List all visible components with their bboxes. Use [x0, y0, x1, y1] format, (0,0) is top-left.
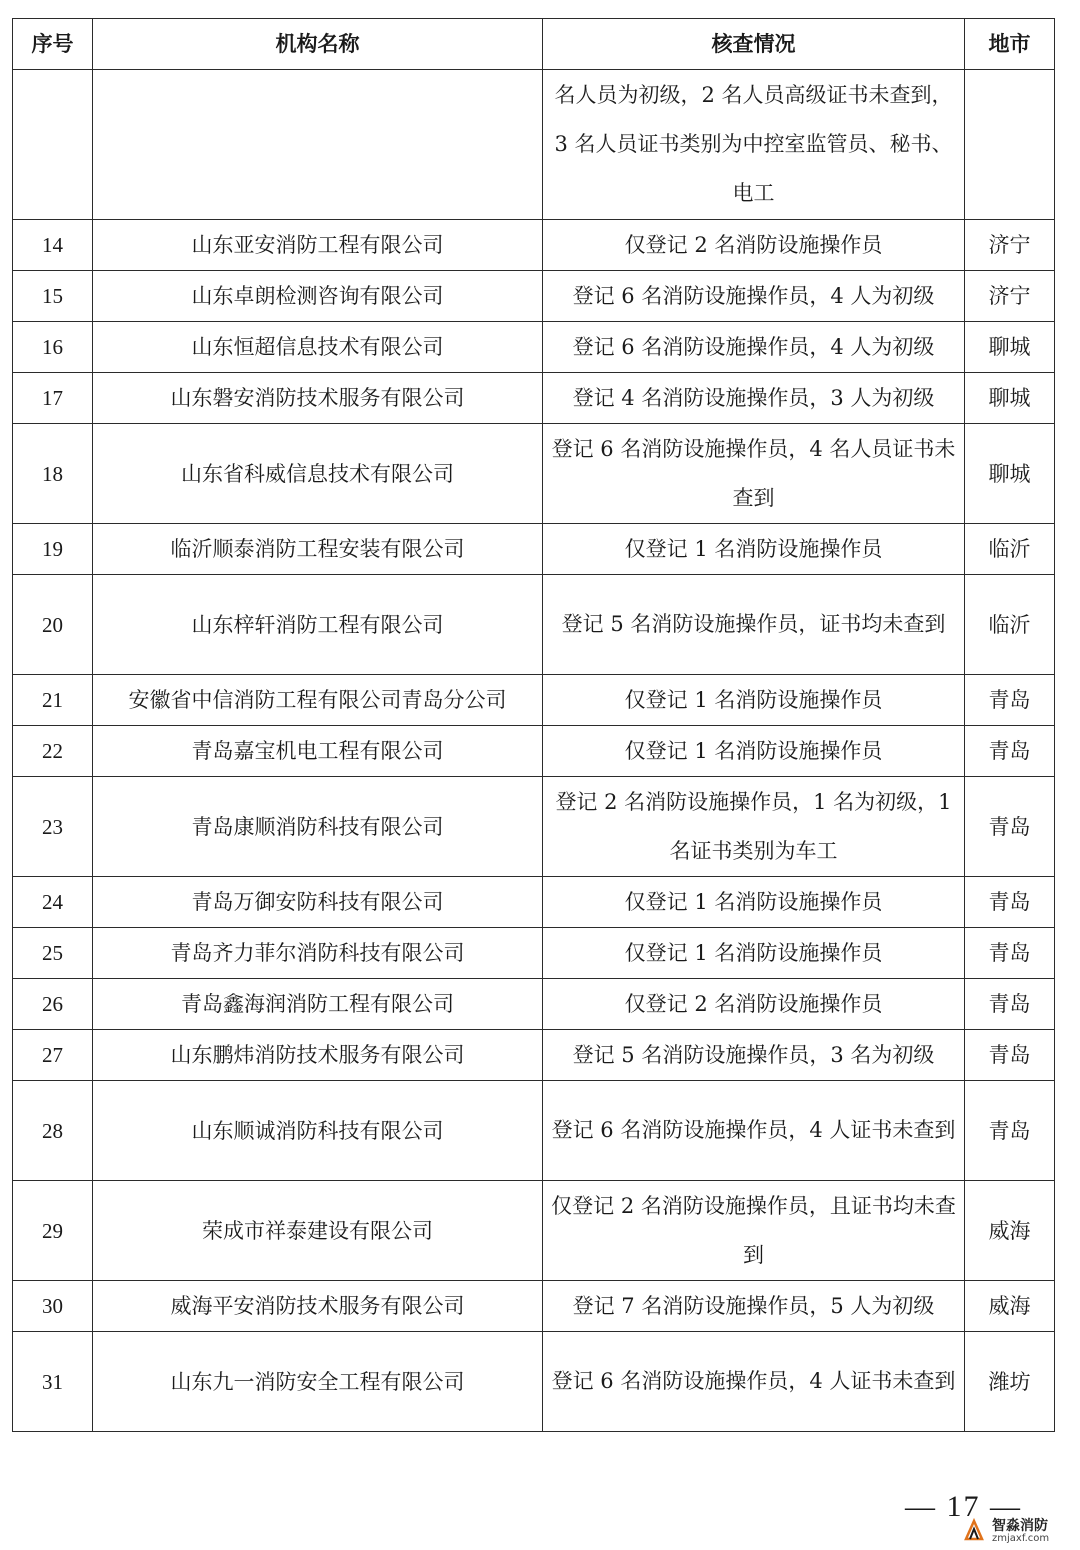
cell-city: 聊城: [965, 373, 1055, 424]
table-header-row: [13, 19, 1055, 70]
watermark: [960, 1515, 1070, 1547]
header-city: 地市: [965, 19, 1055, 70]
fire-logo-icon: [960, 1517, 988, 1545]
cell-org: 青岛康顺消防科技有限公司: [93, 777, 543, 877]
cell-check: 登记 6 名消防设施操作员，4 人为初级: [543, 271, 965, 322]
cell-city: 青岛: [965, 877, 1055, 928]
cell-check: 仅登记 2 名消防设施操作员，且证书均未查到: [543, 1181, 965, 1281]
table-row: [13, 979, 1055, 1030]
cell-num: 23: [13, 777, 93, 877]
cell-check: 仅登记 1 名消防设施操作员: [543, 524, 965, 575]
table-row: [13, 1081, 1055, 1181]
cell-city: 青岛: [965, 1081, 1055, 1181]
cell-org: 山东省科威信息技术有限公司: [93, 424, 543, 524]
table-row: [13, 524, 1055, 575]
table-row: [13, 1030, 1055, 1081]
cell-org: 青岛嘉宝机电工程有限公司: [93, 726, 543, 777]
cell-check: 仅登记 2 名消防设施操作员: [543, 979, 965, 1030]
cell-org: 青岛万御安防科技有限公司: [93, 877, 543, 928]
cell-num: 30: [13, 1281, 93, 1332]
cell-city: 青岛: [965, 777, 1055, 877]
cell-check: 登记 7 名消防设施操作员，5 人为初级: [543, 1281, 965, 1332]
cell-check: 登记 5 名消防设施操作员，3 名为初级: [543, 1030, 965, 1081]
cell-check: 登记 4 名消防设施操作员，3 人为初级: [543, 373, 965, 424]
cell-num: 14: [13, 220, 93, 271]
cell-num: 15: [13, 271, 93, 322]
cell-check: 仅登记 2 名消防设施操作员: [543, 220, 965, 271]
watermark-url: zmjaxf.com: [992, 1533, 1050, 1544]
table-row: [13, 575, 1055, 675]
cell-city: 聊城: [965, 322, 1055, 373]
cell-city: 青岛: [965, 979, 1055, 1030]
cell-city: 济宁: [965, 220, 1055, 271]
cell-num: 26: [13, 979, 93, 1030]
table-row: [13, 1332, 1055, 1432]
table-row: [13, 322, 1055, 373]
cell-org: 青岛齐力菲尔消防科技有限公司: [93, 928, 543, 979]
cell-num: 21: [13, 675, 93, 726]
table-row: [13, 271, 1055, 322]
cell-org: 山东鹏炜消防技术服务有限公司: [93, 1030, 543, 1081]
page-number: — 17 —: [905, 1490, 1022, 1523]
header-check-result: 核查情况: [543, 19, 965, 70]
cell-num: 24: [13, 877, 93, 928]
cell-org: 荣成市祥泰建设有限公司: [93, 1181, 543, 1281]
cell-org: 山东顺诚消防科技有限公司: [93, 1081, 543, 1181]
table-row: [13, 777, 1055, 877]
cell-org: 山东九一消防安全工程有限公司: [93, 1332, 543, 1432]
cell-check: 仅登记 1 名消防设施操作员: [543, 928, 965, 979]
cell-check: 仅登记 1 名消防设施操作员: [543, 726, 965, 777]
cell-check: 登记 6 名消防设施操作员，4 人证书未查到: [543, 1332, 965, 1432]
cell-num: 25: [13, 928, 93, 979]
cell-check: 登记 6 名消防设施操作员，4 名人员证书未查到: [543, 424, 965, 524]
cell-city: 青岛: [965, 928, 1055, 979]
cell-check: 登记 2 名消防设施操作员，1 名为初级，1 名证书类别为车工: [543, 777, 965, 877]
cell-org: 山东恒超信息技术有限公司: [93, 322, 543, 373]
table-row: [13, 928, 1055, 979]
table-row: [13, 877, 1055, 928]
cell-num: 27: [13, 1030, 93, 1081]
table-row: [13, 220, 1055, 271]
cell-city: 潍坊: [965, 1332, 1055, 1432]
cell-check: 仅登记 1 名消防设施操作员: [543, 675, 965, 726]
cell-org: 山东梓轩消防工程有限公司: [93, 575, 543, 675]
cell-city: 济宁: [965, 271, 1055, 322]
cell-check: 登记 6 名消防设施操作员，4 人为初级: [543, 322, 965, 373]
cell-city: 临沂: [965, 524, 1055, 575]
header-org-name: 机构名称: [93, 19, 543, 70]
cell-check: 仅登记 1 名消防设施操作员: [543, 877, 965, 928]
cell-org: 威海平安消防技术服务有限公司: [93, 1281, 543, 1332]
cell-check: 登记 5 名消防设施操作员，证书均未查到: [543, 575, 965, 675]
cell-org: 山东卓朗检测咨询有限公司: [93, 271, 543, 322]
cell-num: [13, 70, 93, 220]
table-row: [13, 1281, 1055, 1332]
cell-org: 青岛鑫海润消防工程有限公司: [93, 979, 543, 1030]
cell-org: [93, 70, 543, 220]
table-row-continuation: [13, 70, 1055, 220]
cell-num: 20: [13, 575, 93, 675]
cell-num: 19: [13, 524, 93, 575]
cell-check: 名人员为初级，2 名人员高级证书未查到，3 名人员证书类别为中控室监管员、秘书、电工: [543, 70, 965, 220]
cell-org: 安徽省中信消防工程有限公司青岛分公司: [93, 675, 543, 726]
table-row: [13, 1181, 1055, 1281]
cell-city: 威海: [965, 1281, 1055, 1332]
cell-num: 29: [13, 1181, 93, 1281]
cell-city: [965, 70, 1055, 220]
table-row: [13, 675, 1055, 726]
cell-org: 临沂顺泰消防工程安装有限公司: [93, 524, 543, 575]
cell-city: 威海: [965, 1181, 1055, 1281]
cell-check: 登记 6 名消防设施操作员，4 人证书未查到: [543, 1081, 965, 1181]
inspection-table: [12, 18, 1055, 1432]
cell-city: 青岛: [965, 726, 1055, 777]
header-serial: 序号: [13, 19, 93, 70]
cell-city: 聊城: [965, 424, 1055, 524]
cell-city: 青岛: [965, 1030, 1055, 1081]
cell-city: 青岛: [965, 675, 1055, 726]
cell-city: 临沂: [965, 575, 1055, 675]
cell-org: 山东磐安消防技术服务有限公司: [93, 373, 543, 424]
cell-num: 22: [13, 726, 93, 777]
cell-num: 18: [13, 424, 93, 524]
watermark-name: 智淼消防: [992, 1518, 1048, 1534]
table-row: [13, 373, 1055, 424]
table-row: [13, 726, 1055, 777]
cell-num: 17: [13, 373, 93, 424]
cell-org: 山东亚安消防工程有限公司: [93, 220, 543, 271]
cell-num: 16: [13, 322, 93, 373]
cell-num: 28: [13, 1081, 93, 1181]
table-row: [13, 424, 1055, 524]
cell-num: 31: [13, 1332, 93, 1432]
